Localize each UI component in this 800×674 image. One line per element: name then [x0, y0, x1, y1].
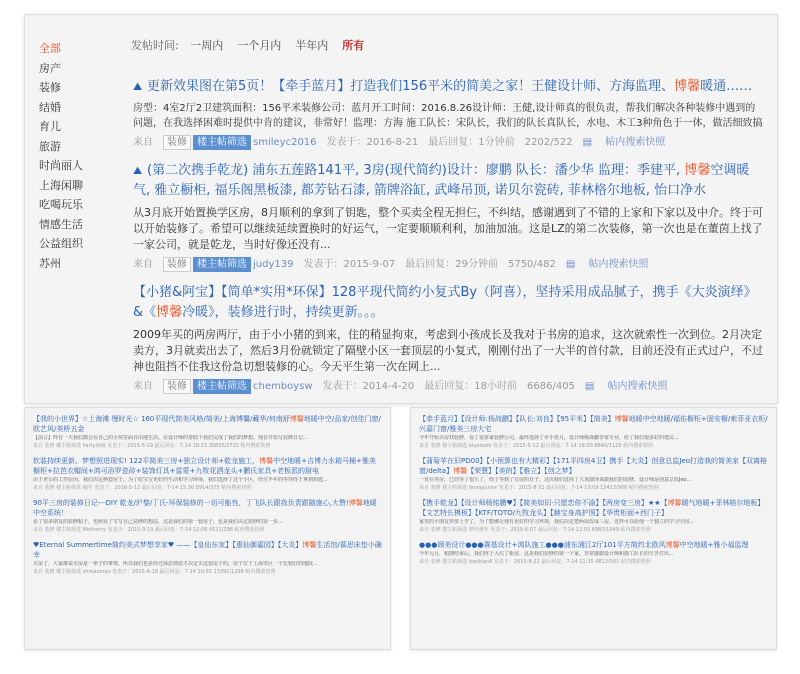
post-title-text-tail[interactable]: 暖通…… [700, 79, 753, 94]
category-sidebar [39, 39, 119, 273]
sidebar-item-10[interactable]: 公益组织 [39, 237, 83, 250]
post-meta [133, 379, 763, 395]
post-item [133, 77, 763, 151]
thumb-post-title[interactable] [419, 540, 768, 550]
thumb-title-text[interactable]: ●●●顾美设计●●●赛基设计+鸿队施工●●●浦东浦江2厅101平方简约北欧风 [419, 541, 666, 549]
thumbnail-panel-left [24, 407, 391, 650]
thumb-title-highlight[interactable]: 博馨 [348, 499, 363, 507]
thumb-post-item [33, 456, 382, 492]
thumb-post-item [33, 414, 382, 450]
thumb-title-text[interactable]: 【携手乾龙】【设计师杨铭鹏♥】【简美如旧·只愿恋你不渝】【两房变三房】★★【 [419, 499, 668, 507]
thumb-title-highlight[interactable]: 博馨 [667, 499, 682, 507]
thumb-post-excerpt: 今年开始买房找装修，看了很多家装修公司，最终选择了牵手蓝月，设计师杨战鹏非常专业，给了我们很多好的建议... [419, 435, 679, 441]
source-label: 来自 [133, 381, 153, 392]
sidebar-item-2[interactable]: 装修 [39, 81, 61, 94]
thumb-title-text[interactable]: ♥Eternal Summertime简约美式梦想享家♥ ——【皇仙东家】【惠仙御嘉园】【大炎】 [33, 541, 303, 549]
sidebar-item-0[interactable]: 全部 [39, 42, 61, 55]
mountain-icon: ⛰ [133, 80, 143, 93]
thumb-post-item [419, 456, 768, 492]
snapshot-link[interactable] [566, 259, 659, 270]
author-filter-button[interactable]: 楼主帖筛选 [193, 379, 251, 394]
post-author[interactable]: judy139 [253, 259, 294, 270]
thumb-title-highlight[interactable]: 博馨 [614, 415, 629, 423]
thumb-title-highlight[interactable]: 博馨 [302, 541, 317, 549]
thumb-post-meta: 来自 装修 楼主帖筛选 tianbian8 发表于：2015-8-22 最后回复：7-14 11:35 4812/561 帖内搜索快照 [419, 559, 651, 565]
post-title-highlight[interactable]: 博馨 [674, 79, 701, 94]
thumb-title-tail[interactable]: 【荣慧】【美的】【雅立】【创之梦】 [467, 467, 576, 475]
time-filter-option-1[interactable]: 一个月内 [237, 39, 282, 52]
thumb-title-highlight[interactable]: 博馨 [259, 457, 274, 465]
sidebar-item-6[interactable]: 时尚丽人 [39, 159, 83, 172]
document-icon: ▤ [584, 381, 598, 392]
thumb-post-excerpt: 家里的小朋友快要上学了，为了能够让他有更好的学习环境，我们决定把两房改成三房，这样可以给他一个独立的学习空间... [419, 519, 694, 525]
thumb-post-meta: 来自 装修 楼主帖筛选 zhmaomao 发表于：2015-8-18 最后回复：7-14 10:55 13391/1298 帖内搜索快照 [33, 569, 276, 575]
thumb-title-tail[interactable]: 地暖中空/品家/创佳门窗/ 欧艺风/美桥五金 [33, 415, 381, 433]
thumb-title-tail[interactable]: 生活馆/慕思床垫小确幸 [33, 541, 382, 559]
thumb-post-excerpt: 【前言】终有一天我们都会在自己的小窝里面自由地生活。在设计师的帮助下我们完成了我们的梦想，现在开始写装修日记... [33, 435, 308, 441]
last-reply: 最后回复：29分钟前 [405, 259, 498, 270]
thumb-post-item [419, 540, 768, 566]
thumb-post-item [33, 540, 382, 576]
thumb-post-meta: 来自 装修 楼主帖筛选 梦回童年 发表于：2015-6-07 最后回复：7-14 12:03 6960/1049 帖内搜索快照 [419, 527, 651, 533]
sidebar-item-1[interactable]: 房产 [39, 61, 61, 75]
post-meta [133, 257, 763, 273]
category-tag[interactable]: 装修 [163, 379, 191, 394]
thumb-post-title[interactable] [419, 498, 768, 518]
thumb-title-text[interactable]: 【我的小世界】☆上海滩 慢时光☆ 160平现代简美风格/简美/上海博馨/藏华/何南舒 [33, 415, 290, 423]
thumb-post-excerpt: 一直在等房，已经等了很久了，终于等到了交房的日子，这次我们选择了大炎演绎来做我们的装修，设计师是创意总监Jeo... [419, 477, 692, 483]
thumb-title-highlight[interactable]: 博馨 [453, 467, 468, 475]
snapshot-link-text[interactable]: 帖内搜索快照 [588, 259, 649, 270]
thumb-post-excerpt: 买房了，大家都说买房是一辈子的事情，所以我们也是经过深思熟虑才决定买这套房子的，房子位于上海市区一个比较好的地段... [33, 561, 318, 567]
post-date: 发表于：2016-8-21 [326, 137, 419, 148]
thumb-post-title[interactable] [419, 456, 768, 476]
sidebar-item-8[interactable]: 吃喝玩乐 [39, 198, 83, 211]
thumb-post-item [419, 498, 768, 534]
view-reply-count: 2202/522 [524, 137, 573, 148]
thumb-post-meta: 来自 装修 楼主帖筛选 Mothercy 发表于：2015-9-19 最后回复：7-14 12:06 4521/298 帖内搜索快照 [33, 527, 265, 533]
post-date: 发表于：2015-9-07 [303, 259, 396, 270]
document-icon: ▤ [565, 259, 579, 270]
thumb-post-item [33, 498, 382, 534]
time-filter-bar [131, 37, 378, 57]
thumb-post-item [419, 414, 768, 450]
thumb-post-excerpt: 由于老公的工作原因，我们决定换套房子。为了给宝宝更好的生活和学习环境，我们选择了这个小区，经过半年的等待终于拿到钥匙... [33, 477, 328, 483]
post-meta [133, 135, 763, 151]
thumb-post-title[interactable] [33, 498, 382, 518]
post-title-text-tail[interactable]: 空调暖气, 雅立橱柜, 福乐阁黑板漆, 都芳钻石漆, 箭牌浴缸, 武峰吊顶, 诺贝尔瓷砖, 菲林格尔地板, 怡口净水 [133, 163, 750, 198]
sidebar-item-11[interactable]: 苏州 [39, 256, 61, 270]
post-author[interactable]: chemboysw [253, 381, 313, 392]
thumb-title-highlight[interactable]: 博馨 [289, 415, 304, 423]
category-tag[interactable]: 装修 [163, 257, 191, 272]
post-title-highlight[interactable]: 博馨 [684, 163, 711, 178]
sidebar-item-3[interactable]: 结婚 [39, 100, 61, 114]
category-tag[interactable]: 装修 [163, 135, 191, 150]
time-filter-label: 发帖时间: [131, 39, 179, 52]
sidebar-item-5[interactable]: 旅游 [39, 139, 61, 153]
post-list [133, 77, 763, 404]
snapshot-link[interactable] [585, 381, 678, 392]
last-reply: 最后回复：18小时前 [424, 381, 518, 392]
thumb-post-title[interactable] [33, 540, 382, 560]
thumb-title-text[interactable]: 【蒲菊苹在旧PD00】【小预算也有大精彩】【171平四房4卫】携手【大炎】创意总监Jeo打造我的简美家【双离格窗/delta】 [419, 457, 767, 475]
source-label: 来自 [133, 137, 153, 148]
author-filter-button[interactable]: 楼主帖筛选 [193, 135, 251, 150]
time-filter-option-2[interactable]: 半年内 [295, 39, 329, 52]
post-excerpt: 从3月底开始置换学区房，8月顺利的拿到了钥匙，整个买卖全程无担仨，不纠结，感谢遇到了不错的上家和下家以及中介。终于可以开始装修了。希望可以继续延续置换时的好运气，一定要顺顺利利，加油加油。这是LZ的第二次装修，第一次也是在董茵上找了一家公司，就是乾龙，当时好像还没有... [133, 206, 763, 251]
post-item [133, 283, 763, 395]
post-excerpt: 2009年买的两房两厅，由于小小猪的到来，住的稍显拘束，考虑到小孩成长及我对于书房的追求，这次就索性一次到位。2月决定卖方，3月就卖出去了，然后3月份就锁定了隔壁小区一套顶层的小复式，刚刚付出了一大半的首付款，目前还没有正式过户，不过神也阻挡不住我这份急切想装修的心。今天平生第一次在网上... [133, 328, 763, 373]
last-reply: 最后回复：1分钟前 [428, 137, 515, 148]
thumb-post-meta: 来自 装修 楼主帖筛选 蜗牛 发表于：2016-5-12 最后回复：7-14 15:30 8914/375 帖内搜索快照 [33, 485, 252, 491]
sidebar-item-4[interactable]: 育儿 [39, 120, 61, 133]
post-title-highlight[interactable]: 博馨 [156, 305, 183, 320]
thumb-post-title[interactable] [33, 456, 382, 476]
time-filter-option-0[interactable]: 一周内 [190, 39, 224, 52]
main-panel [24, 14, 778, 404]
snapshot-link-text[interactable]: 帖内搜索快照 [607, 381, 668, 392]
mountain-icon: ⛰ [133, 164, 143, 177]
author-filter-button[interactable]: 楼主帖筛选 [193, 257, 251, 272]
thumb-title-highlight[interactable]: 博馨 [665, 541, 680, 549]
snapshot-link[interactable] [583, 137, 676, 148]
view-reply-count: 5750/482 [507, 259, 556, 270]
thumb-title-text[interactable]: 【牵手蓝月】【设计师:杨战鹏】【队长:刘良】【95平米】【简美】 [419, 415, 615, 423]
sidebar-item-7[interactable]: 上海闲聊 [39, 178, 83, 192]
thumb-post-excerpt: 今年元月，租期结束后，我们终于入住了新房，这是我们装修的第一个家，非常感谢设计师和施工队长的辛苦付出... [419, 551, 674, 557]
thumb-post-meta: 来自 装修 楼主帖筛选 fannyjunior 发表于：2015-8-31 最后回复：7-14 13:09 13412/906 帖内搜索快照 [419, 485, 659, 491]
snapshot-link-text[interactable]: 帖内搜索快照 [605, 137, 666, 148]
thumb-title-tail[interactable]: 地暖中空地暖/福佑橱柜+固安橱/索菲亚衣柜/兴嘉门窗/雅美三房大宅 [419, 415, 768, 433]
document-icon: ▤ [582, 137, 596, 148]
thumb-title-tail[interactable]: 暖气地暖+菲林格尔地板】【文艺特长模板】【KTF/TOTO/九牧龙头】【赫宝身高护照】【华贵柜面+西门子】 [419, 499, 765, 517]
sidebar-item-9[interactable]: 情感生活 [39, 217, 83, 231]
post-title-text[interactable]: (第二次携手乾龙) 浦东五莲路141平, 3房(现代简约)设计：廖鹏 队长：潘少华 监理：季建平, [147, 163, 685, 178]
thumb-title-tail[interactable]: 地暖中空系统！ [33, 499, 377, 517]
post-item [133, 161, 763, 273]
post-title[interactable] [133, 283, 763, 323]
post-excerpt: 房型：4室2厅2卫建筑面积：156平米装修公司：蓝月开工时间：2016.8.26设计师：王健,设计师真的很负责，帮我们解决各种装修中遇到的问题，在我选择困难时提供中肯的建议，非常好！监理：方海 施工队长：宋队长，我们的队长真队长，水电、木工3种角色于一体，做活细致搞 [133, 103, 763, 129]
post-date: 发表于：2014-4-20 [322, 381, 415, 392]
view-reply-count: 6686/405 [527, 381, 575, 392]
thumb-title-text[interactable]: 90平三房的装修日记---DIY 乾龙/沪黎/丁氏-环保装修的一切可能性，丁飞队长跟我负责跟随施心,大赞! [33, 499, 349, 507]
post-title[interactable] [133, 161, 763, 201]
post-title-text-tail[interactable]: 冷暖》，装修进行时，持续更新。。。 [182, 305, 384, 320]
thumb-title-text[interactable]: 软装持续更新。梦想照进现实! 122平简美三房+独立设计师+乾龙施工， [33, 457, 260, 465]
thumb-post-title[interactable] [419, 414, 768, 434]
thumb-post-excerpt: 看了很多朋友的装修帖子，也萌发了写写自己装修的想法，这是我们的第一套房子，也是我们决定装修的第一步... [33, 519, 283, 525]
thumb-post-meta: 来自 装修 楼主帖筛选 Party麻麻 发表于：2015-5-19 最后回复：7-14 18:23 30835/2725 帖内搜索快照 [33, 443, 271, 449]
thumbnail-panel-right [410, 407, 777, 650]
source-label: 来自 [133, 259, 153, 270]
post-title-text[interactable]: 【小猪&阿宝】【简单*实用*环保】128平现代简约小复式By（阿喜），坚持采用成品腻子，携手《大炎演绎》&《 [133, 285, 757, 320]
thumb-title-tail[interactable]: 中空地暖+雅小福监理 [679, 541, 749, 549]
thumb-post-title[interactable] [33, 414, 382, 434]
post-title-text[interactable]: 更新效果图在第5页！【牵手蓝月】打造我们156平米的简美之家！王健设计师、方海监理、 [147, 79, 675, 94]
post-title[interactable] [133, 77, 763, 97]
post-author[interactable]: smileyc2016 [253, 137, 317, 148]
time-filter-option-3[interactable]: 所有 [342, 39, 365, 52]
thumb-title-tail[interactable]: 中空地暖+吉博力水箱马桶+雅美橱柜+拉芭衣帽间+鸿可浴罗瓷砖+装饰灯具+雷蒙+九牧花洒龙头+鹏氏家具+老板派的厨电 [33, 457, 376, 475]
thumb-post-meta: 来自 装修 楼主帖筛选 bluedusk 发表于：2015-5-12 最后回复：7-14 18:00 8840/1125 帖内搜索快照 [419, 443, 654, 449]
